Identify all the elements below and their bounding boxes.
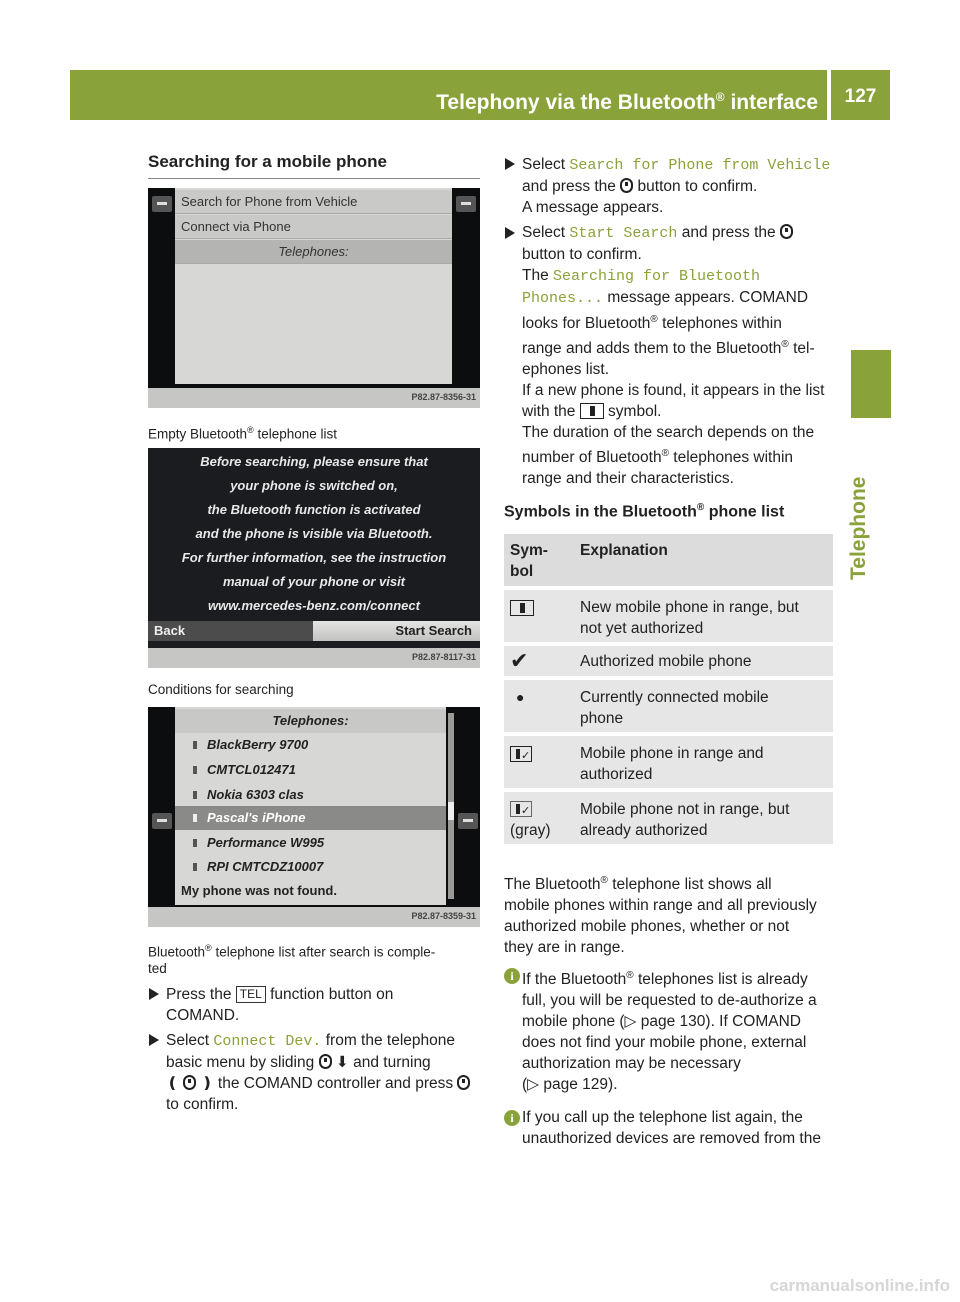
table-cell — [504, 590, 572, 642]
turn-left-icon: ❪ — [166, 1075, 179, 1092]
caption-empty-list: Empty Bluetooth® telephone list — [148, 425, 338, 442]
table-cell: Authorized mobile phone — [580, 653, 752, 670]
authorized-phone-gray-icon — [510, 801, 532, 817]
section-tab-marker — [851, 350, 891, 418]
phone-icon — [193, 863, 197, 871]
table-header-row — [504, 534, 833, 586]
step-select-search: Select Search for Phone from Vehicle and press the button to confirm. A message appears. — [522, 156, 831, 216]
info-icon: i — [504, 968, 520, 984]
device-row: RPI CMTCDZ10007 — [175, 855, 446, 879]
message-line: Before searching, please ensure that — [200, 454, 428, 469]
phone-icon — [193, 814, 197, 822]
table-row — [504, 736, 833, 788]
table-row — [504, 792, 833, 844]
step-start-search: Select Start Search and press the button to confirm. The Searching for Bluetooth Phones... message appears. COMAND looks for Bluetooth® telephones within range and adds them to the Bluetooth® tel- ephones list. If a new phone is found, it appears in the list with the symbol. The duration of the search depends on the number of Bluetooth® telephones within range and their characteristics. — [522, 224, 825, 488]
section-title: Searching for a mobile phone — [148, 152, 387, 171]
screenshot-search-results — [148, 707, 480, 927]
back-button: Back — [148, 621, 313, 641]
info-note-full-list: If the Bluetooth® telephones list is already full, you will be requested to de-authorize a mobile phone (▷ page 130). If COMAND does not find your mobile phone, external authorization may be necessary (▷ page 129). — [522, 970, 817, 1094]
message-line: and the phone is visible via Bluetooth. — [195, 526, 433, 541]
list-header: Telephones: — [175, 709, 446, 733]
step-select-connect: Select Connect Dev. from the telephone basic menu by sliding ⬇ and turning ❪ ❫ the COMAND controller and press to confirm. — [166, 1030, 486, 1115]
phone-icon — [193, 791, 197, 799]
table-cell — [504, 680, 572, 732]
screenshot-code-bar: P82.87-8356-31 — [148, 388, 480, 408]
back-icon — [152, 813, 172, 829]
menu-icon — [458, 813, 478, 829]
start-search-button: Start Search — [313, 621, 480, 641]
page-header-title: Telephony via the Bluetooth® interface — [436, 90, 818, 114]
section-tab-label: Telephone — [847, 476, 870, 580]
table-cell — [504, 736, 572, 788]
step-arrow-icon — [149, 1034, 159, 1046]
phone-icon — [193, 839, 197, 847]
step-arrow-icon — [505, 158, 515, 170]
table-row — [504, 646, 833, 676]
caption-conditions: Conditions for searching — [148, 682, 294, 697]
menu-icon — [456, 196, 476, 212]
slide-down-icon: ⬇ — [335, 1054, 349, 1071]
screenshot-code-bar: P82.87-8117-31 — [148, 648, 480, 668]
device-row: Nokia 6303 clas — [175, 783, 446, 807]
press-icon — [457, 1075, 470, 1090]
caption-search-results: Bluetooth® telephone list after search is comple- ted — [148, 943, 436, 976]
table-row — [504, 590, 833, 642]
checkmark-icon: ✔ — [510, 648, 529, 673]
info-icon: i — [504, 1110, 520, 1126]
message-line: For further information, see the instruction — [181, 550, 447, 565]
controller-icon — [183, 1075, 196, 1090]
screenshot-empty-list — [148, 188, 480, 408]
table-cell: Mobile phone in range and authorized — [580, 745, 764, 783]
table-cell: Mobile phone not in range, but already authorized — [580, 801, 790, 839]
press-icon — [620, 178, 633, 193]
table-row — [504, 680, 833, 732]
table-header-cell: Explanation — [580, 542, 668, 559]
message-line: manual of your phone or visit — [222, 574, 406, 589]
device-row-selected: Pascal's iPhone — [175, 806, 446, 830]
connected-dot-icon: ● — [516, 689, 525, 705]
message-line: your phone is switched on, — [230, 478, 398, 493]
step-arrow-icon — [505, 227, 515, 239]
menu-row: Search for Phone from Vehicle — [175, 190, 452, 214]
table-cell: New mobile phone in range, but not yet authorized — [580, 599, 799, 637]
info-note-call-up: If you call up the telephone list again, the unauthorized devices are removed from the — [522, 1109, 821, 1147]
device-row: CMTCL012471 — [175, 758, 446, 782]
turn-right-icon: ❫ — [200, 1075, 214, 1092]
press-icon — [780, 224, 793, 239]
table-cell — [504, 646, 572, 676]
watermark: carmanualsonline.info — [769, 1276, 950, 1295]
table-cell: Currently connected mobile phone — [580, 689, 769, 727]
page-number: 127 — [844, 86, 877, 107]
not-found-row: My phone was not found. — [181, 883, 337, 898]
authorized-phone-icon — [510, 746, 532, 762]
message-line: www.mercedes-benz.com/connect — [208, 598, 420, 613]
scrollbar-thumb — [448, 802, 454, 820]
message-line: the Bluetooth function is activated — [207, 502, 421, 517]
device-row: Performance W995 — [175, 831, 446, 855]
new-phone-symbol-icon — [510, 600, 534, 616]
screenshot-conditions — [148, 448, 480, 668]
step-press-tel: Press the TEL function button on COMAND. — [166, 986, 394, 1024]
back-icon — [152, 196, 172, 212]
tel-key-icon: TEL — [236, 986, 266, 1003]
device-row: BlackBerry 9700 — [175, 733, 446, 757]
table-cell: ✓ (gray) — [504, 792, 572, 844]
screenshot-code-bar: P82.87-8359-31 — [148, 907, 480, 927]
list-description: The Bluetooth® telephone list shows all mobile phones within range and all previously authorized mobile phones, whether or not they are in range. — [504, 875, 817, 957]
table-header-cell: Sym- bol — [510, 542, 548, 580]
phone-icon — [193, 741, 197, 749]
symbols-heading: Symbols in the Bluetooth® phone list — [504, 502, 785, 521]
menu-row-highlighted: Telephones: — [175, 240, 452, 264]
new-phone-symbol-icon — [580, 403, 604, 419]
menu-row: Connect via Phone — [175, 215, 452, 239]
section-divider — [148, 178, 480, 179]
step-arrow-icon — [149, 988, 159, 1000]
controller-icon — [319, 1054, 332, 1069]
phone-icon — [193, 766, 197, 774]
